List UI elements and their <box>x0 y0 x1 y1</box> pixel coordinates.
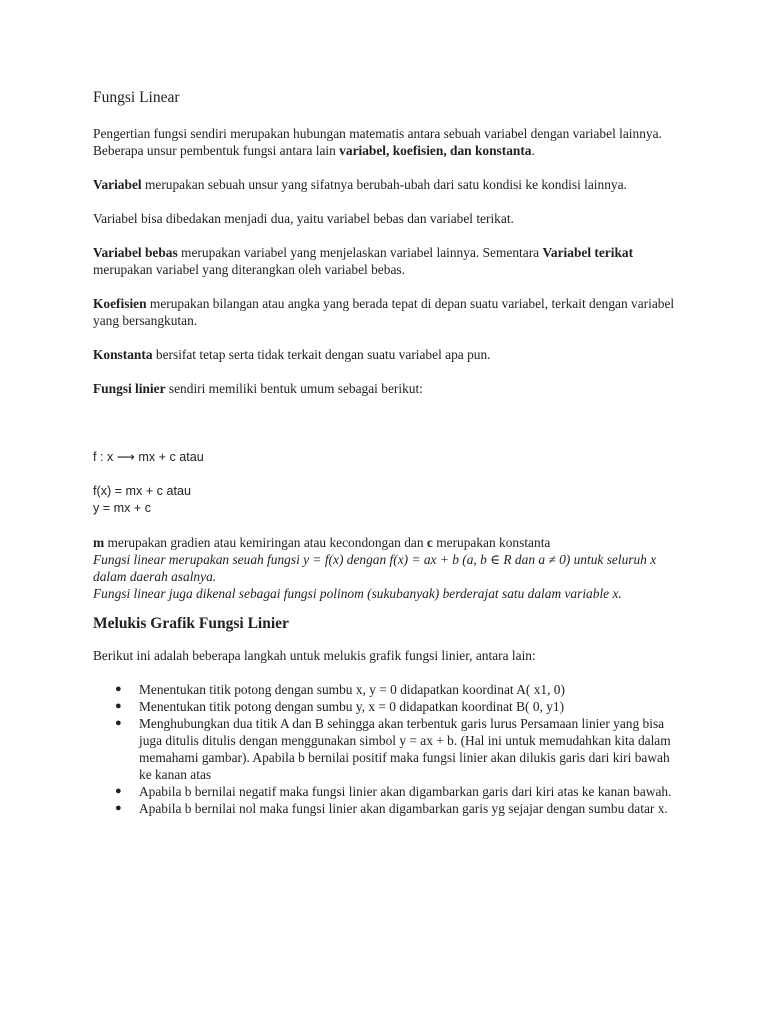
formula-function: f(x) = mx + c atau <box>93 484 191 498</box>
paragraph-variabel: Variabel merupakan sebuah unsur yang sifatnya berubah-ubah dari satu kondisi ke kondisi lainnya. <box>93 177 627 192</box>
bullet-icon: ● <box>115 802 122 814</box>
italic-polinom: Fungsi linear juga dikenal sebagai fungsi polinom (sukubanyak) berderajat satu dalam variable x. <box>93 586 622 601</box>
bullet-icon: ● <box>115 717 122 729</box>
paragraph-fungsi-linier: Fungsi linier sendiri memiliki bentuk umum sebagai berikut: <box>93 381 423 396</box>
steps-list <box>93 681 683 817</box>
formula-equation: y = mx + c <box>93 501 152 515</box>
bullet-icon: ● <box>115 683 122 695</box>
paragraph-koefisien: Koefisien merupakan bilangan atau angka yang berada tepat di depan suatu variabel, terkait dengan variabel yang bersangkutan. <box>93 296 675 328</box>
list-item: ● Apabila b bernilai negatif maka fungsi linier akan digambarkan garis dari kiri atas ke kanan bawah. <box>115 784 672 799</box>
paragraph-gradient: m merupakan gradien atau kemiringan atau kecondongan dan c merupakan konstanta <box>93 535 551 550</box>
list-item: ● Menghubungkan dua titik A dan B sehingga akan terbentuk garis lurus Persamaan linier yang bisa juga ditulis ditulis dengan menggunakan simbol y = ax + b. (Hal ini untuk memudahkan kita dalam memahami gambar). Apabila b bernilai positif maka fungsi linier akan dilukis garis dari kiri bawah ke kanan atas <box>115 716 671 782</box>
paragraph-definition: Pengertian fungsi sendiri merupakan hubungan matematis antara sebuah variabel dengan variabel lainnya. Beberapa unsur pembentuk fungsi antara lain variabel, koefisien, dan konstanta. <box>93 126 662 158</box>
paragraph-konstanta: Konstanta bersifat tetap serta tidak terkait dengan suatu variabel apa pun. <box>93 347 491 362</box>
document-title: Fungsi Linear <box>93 89 180 106</box>
italic-definition: Fungsi linear merupakan seuah fungsi y = f(x) dengan f(x) = ax + b (a, b ∈ R dan a ≠ 0) untuk seluruh x dalam daerah asalnya. <box>93 552 657 584</box>
paragraph-variabel-types: Variabel bisa dibedakan menjadi dua, yaitu variabel bebas dan variabel terikat. <box>93 211 514 226</box>
document-page <box>93 88 683 817</box>
formula-mapping: f : x ⟶ mx + c atau <box>93 450 204 464</box>
list-item: ● Menentukan titik potong dengan sumbu y, x = 0 didapatkan koordinat B( 0, y1) <box>115 699 565 714</box>
list-item: ● Apabila b bernilai nol maka fungsi linier akan digambarkan garis yg sejajar dengan sumbu datar x. <box>115 801 668 816</box>
paragraph-steps-intro: Berikut ini adalah beberapa langkah untuk melukis grafik fungsi linier, antara lain: <box>93 648 536 663</box>
bullet-icon: ● <box>115 785 122 797</box>
list-item: ● Menentukan titik potong dengan sumbu x, y = 0 didapatkan koordinat A( x1, 0) <box>115 682 565 697</box>
section-heading: Melukis Grafik Fungsi Linier <box>93 615 289 632</box>
paragraph-variabel-bebas-terikat: Variabel bebas merupakan variabel yang menjelaskan variabel lainnya. Sementara Variabel terikat merupakan variabel yang diterangkan oleh variabel bebas. <box>93 245 634 277</box>
bullet-icon: ● <box>115 700 122 712</box>
spacer <box>93 397 683 449</box>
